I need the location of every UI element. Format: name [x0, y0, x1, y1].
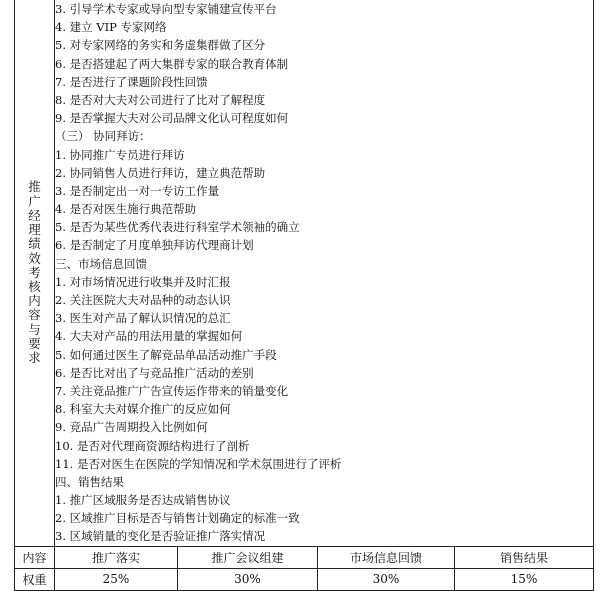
category-cell: 推广落实 — [55, 546, 178, 568]
content-line: 7. 是否进行了课题阶段性回馈 — [55, 74, 208, 89]
content-category-row — [15, 546, 594, 568]
content-line: 10. 是否对代理商资源结构进行了剖析 — [55, 438, 250, 453]
requirements-row — [15, 0, 594, 546]
weight-row — [15, 568, 594, 590]
content-line: 4. 大夫对产品的用法用量的掌握如何 — [55, 329, 243, 344]
content-line: 1. 协同推广专员进行拜访 — [55, 147, 185, 162]
content-line: 6. 是否制定了月度单独拜访代理商计划 — [55, 238, 254, 253]
content-line: 11. 是否对医生在医院的学知情况和学术氛围进行了评析 — [55, 456, 342, 471]
content-line: 4. 建立 VIP 专家网络 — [55, 20, 167, 35]
section-label: 推广经理绩效考核内容与要求 — [28, 179, 41, 365]
content-line: 3. 是否制定出一对一专访工作量 — [55, 183, 220, 198]
content-line: 9. 是否掌握大夫对公司品牌文化认可程度如何 — [55, 111, 289, 126]
content-line: 9. 竞品广告周期投入比例如何 — [55, 420, 208, 435]
content-line: 1. 推广区域服务是否达成销售协议 — [55, 493, 231, 508]
content-line: 1. 对市场情况进行收集并及时汇报 — [55, 274, 231, 289]
content-line: 3. 区域销量的变化是否验证推广落实情况 — [55, 529, 266, 544]
section-label-cell — [15, 0, 55, 546]
weight-cell: 30% — [318, 568, 455, 590]
content-line: 2. 区域推广目标是否与销售计划确定的标准一致 — [55, 511, 300, 526]
content-line: 4. 是否对医生施行典范帮助 — [55, 202, 197, 217]
weight-cell: 25% — [55, 568, 178, 590]
subsection-heading: （三） 协同拜访： — [55, 129, 151, 144]
content-line: 3. 引导学术专家或导向型专家铺建宣传平台 — [55, 2, 277, 16]
content-line: 5. 如何通过医生了解竞品单品活动推广手段 — [55, 347, 277, 362]
content-line: 2. 协同销售人员进行拜访，建立典范帮助 — [55, 165, 266, 180]
content-line: 6. 是否搭建起了两大集群专家的联合教育体制 — [55, 56, 289, 71]
weight-cell: 30% — [178, 568, 318, 590]
content-line: 8. 是否对大夫对公司进行了比对了解程度 — [55, 92, 266, 107]
category-cell: 销售结果 — [455, 546, 594, 568]
content-line: 6. 是否比对出了与竞品推广活动的差别 — [55, 365, 254, 380]
content-row-header: 内容 — [15, 546, 55, 568]
category-cell: 市场信息回馈 — [318, 546, 455, 568]
content-line: 2. 关注医院大夫对品种的动态认识 — [55, 293, 231, 307]
content-line: 5. 是否为某些优秀代表进行科室学术领袖的确立 — [55, 220, 300, 235]
content-cell — [55, 0, 594, 546]
category-cell: 推广会议组建 — [178, 546, 318, 568]
content-line: 3. 医生对产品了解认识情况的总汇 — [55, 311, 231, 326]
weight-cell: 15% — [455, 568, 594, 590]
weight-row-header: 权重 — [15, 568, 55, 590]
content-line: 8. 科室大夫对媒介推广的反应如何 — [55, 402, 231, 417]
evaluation-table — [14, 0, 594, 591]
section-heading: 三、市场信息回馈 — [55, 256, 147, 271]
content-line: 7. 关注竞品推广广告宣传运作带来的销量变化 — [55, 383, 289, 398]
content-line: 5. 对专家网络的务实和务虚集群做了区分 — [55, 38, 266, 53]
section-heading: 四、销售结果 — [55, 474, 124, 489]
